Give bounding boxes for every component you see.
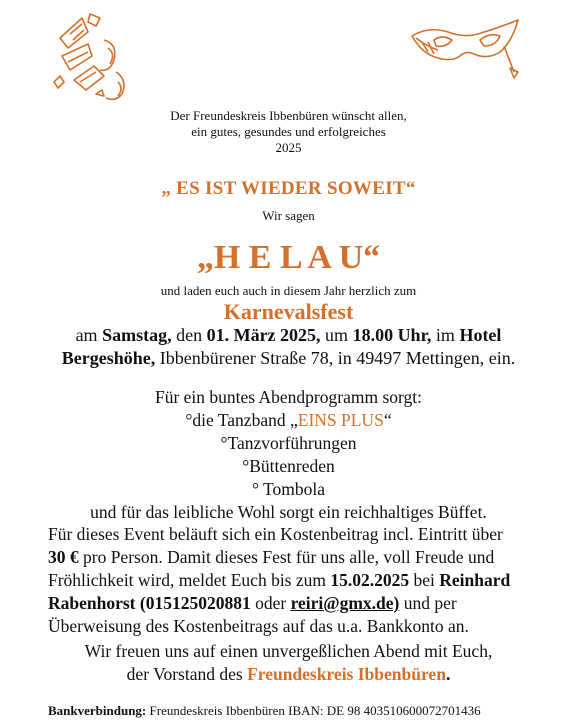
event-details	[0, 324, 577, 370]
event-hotel-name: Bergeshöhe,	[61, 348, 156, 368]
program-item-dances: °Tanzvorführungen	[220, 433, 357, 453]
cost-text: bei	[409, 570, 440, 590]
event-date: 01. März 2025,	[206, 325, 321, 345]
program-section	[0, 386, 577, 524]
price: 30 €	[48, 547, 79, 567]
cost-line5: Überweisung des Kostenbeitrags auf das u.a. Bankkonto an.	[48, 616, 469, 636]
main-heading: „ ES IST WIEDER SOWEIT“	[161, 178, 416, 199]
details-text: den	[171, 325, 207, 345]
contact-phone: Rabenhorst (015125020881	[48, 593, 251, 613]
bank-text: Freundeskreis Ibbenbüren IBAN: DE 98 403510600072701436	[146, 703, 481, 718]
closing-text: der Vorstand des	[126, 664, 248, 684]
intro-greeting	[0, 108, 577, 156]
band-prefix: °die Tanzband „	[185, 410, 298, 430]
band-suffix: “	[383, 410, 392, 430]
contact-email-link[interactable]: reiri@gmx.de)	[290, 593, 400, 613]
program-intro: Für ein buntes Abendprogramm sorgt:	[154, 387, 422, 407]
cost-paragraph	[48, 523, 548, 638]
cost-text: oder	[250, 593, 291, 613]
details-text: am	[75, 325, 103, 345]
event-address: Ibbenbürener Straße 78, in 49497 Mettingen, ein.	[155, 348, 516, 368]
invite-text: und laden euch auch in diesem Jahr herzlich zum	[160, 283, 417, 298]
cost-text: Fröhlichkeit wird, meldet Euch bis zum	[48, 570, 331, 590]
event-title: Karnevalsfest	[223, 299, 354, 324]
cost-line1: Für dieses Event beläuft sich ein Kostenbeitrag incl. Eintritt über	[48, 524, 503, 544]
carnival-mask-icon	[408, 12, 528, 87]
closing-section	[0, 640, 577, 686]
band-name: EINS PLUS	[297, 410, 384, 430]
bank-label: Bankverbindung:	[48, 703, 147, 718]
organization-name: Freundeskreis Ibbenbüren	[247, 664, 446, 684]
program-item-tombola: ° Tombola	[251, 479, 326, 499]
contact-name: Reinhard	[439, 570, 511, 590]
program-item-speeches: °Büttenreden	[242, 456, 335, 476]
cost-text: und per	[399, 593, 457, 613]
intro-line1: Der Freundeskreis Ibbenbüren wünscht allen,	[170, 108, 407, 123]
confetti-icon	[48, 10, 138, 105]
bank-details	[48, 703, 568, 719]
event-time: 18.00 Uhr,	[352, 325, 432, 345]
cost-text: pro Person. Damit dieses Fest für uns alle, voll Freude und	[78, 547, 495, 567]
details-text: um	[320, 325, 353, 345]
program-buffet: und für das leibliche Wohl sorgt ein reichhaltiges Büffet.	[90, 502, 487, 522]
helau-title: „H E L A U“	[196, 239, 381, 276]
closing-dot: .	[445, 664, 451, 684]
event-day: Samstag,	[102, 325, 172, 345]
deadline: 15.02.2025	[330, 570, 410, 590]
details-text: im	[431, 325, 460, 345]
event-hotel: Hotel	[459, 325, 502, 345]
program-item-band	[0, 409, 577, 432]
we-say-text: Wir sagen	[262, 208, 315, 223]
intro-line2: ein gutes, gesundes und erfolgreiches	[191, 124, 386, 139]
intro-line3: 2025	[275, 140, 302, 155]
closing-line1: Wir freuen uns auf einen unvergeßlichen Abend mit Euch,	[84, 641, 493, 661]
